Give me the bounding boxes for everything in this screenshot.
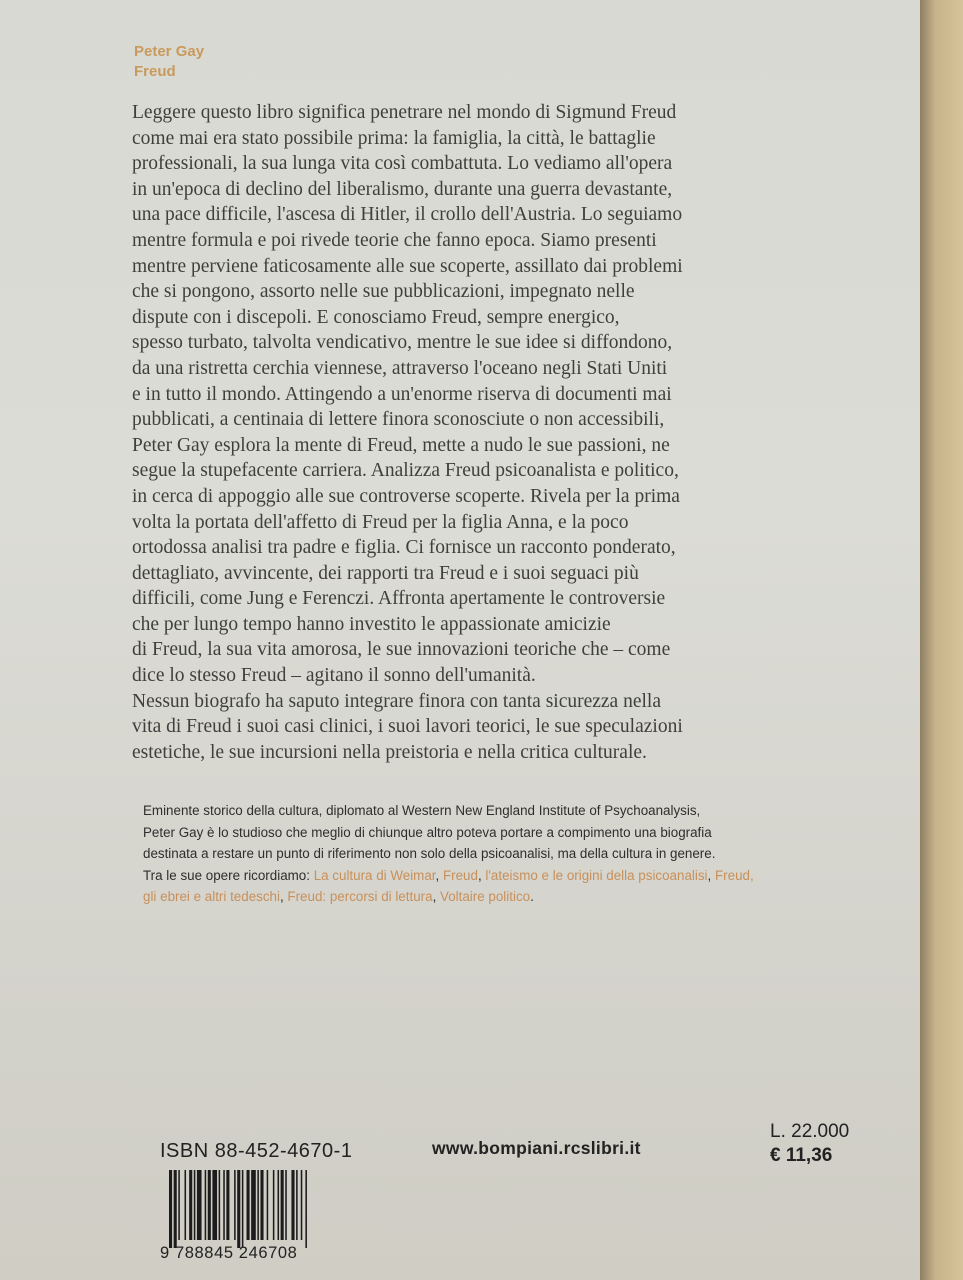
blurb-line: estetiche, le sue incursioni nella preistoria e nella critica culturale. — [132, 741, 647, 763]
blurb-line: dice lo stesso Freud – agitano il sonno dell'umanità. — [132, 665, 536, 687]
barcode-bar — [219, 1170, 221, 1240]
barcode-bar — [285, 1170, 287, 1240]
bio-line: destinata a restare un punto di riferimento non solo della psicoanalisi, ma della cultura in genere. — [143, 846, 716, 861]
blurb-line: dettagliato, avvincente, dei rapporti tra Freud e i suoi seguaci più — [132, 562, 639, 584]
blurb-line: una pace difficile, l'ascesa di Hitler, il crollo dell'Austria. Lo seguiamo — [132, 204, 683, 226]
blurb-text — [132, 100, 877, 765]
barcode-bar — [226, 1170, 229, 1240]
author-header — [134, 42, 204, 82]
price-block — [770, 1120, 849, 1168]
barcode-bar — [169, 1170, 172, 1248]
separator: , — [279, 889, 288, 904]
barcode-bar — [189, 1170, 192, 1240]
period: . — [530, 889, 534, 904]
ean-number: 9 788845 246708 — [160, 1244, 298, 1262]
blurb-line: Leggere questo libro significa penetrare nel mondo di Sigmund Freud — [132, 102, 677, 123]
blurb-line: in un'epoca di declino del liberalismo, durante una guerra devastante, — [132, 178, 673, 200]
blurb-line: che si pongono, assorto nelle sue pubblicazioni, impegnato nelle — [132, 281, 635, 303]
barcode-bar — [197, 1170, 202, 1240]
blurb-line: spesso turbato, talvolta vendicativo, mentre le sue idee si diffondono, — [132, 332, 673, 354]
work-title: l'ateismo e le origini della psicoanalisi — [485, 867, 708, 883]
barcode-bar — [267, 1170, 269, 1240]
blurb-line: difficili, come Jung e Ferenczi. Affronta apertamente le controversie — [132, 588, 666, 610]
blurb-line: dispute con i discepoli. E conosciamo Freud, sempre energico, — [132, 306, 620, 328]
blurb-line: Peter Gay esplora la mente di Freud, mette a nudo le sue passioni, ne — [132, 434, 670, 456]
blurb-line: Nessun biografo ha saputo integrare finora con tanta sicurezza nella — [132, 690, 661, 712]
barcode-bar — [208, 1170, 211, 1240]
blurb-line: mentre formula e poi rivede teorie che fanno epoca. Siamo presenti — [132, 229, 657, 251]
blurb-line: da una ristretta cerchia viennese, attraverso l'oceano negli Stati Uniti — [132, 357, 668, 379]
blurb-line: volta la portata dell'affetto di Freud per la figlia Anna, e la poco — [132, 511, 629, 533]
bio-works-line — [143, 886, 883, 908]
barcode — [168, 1170, 363, 1248]
barcode-bar — [260, 1170, 263, 1240]
work-title: gli ebrei e altri tedeschi — [143, 889, 280, 904]
work-title: Voltaire politico — [440, 889, 531, 904]
blurb-line: in cerca di appoggio alle sue controverse scoperte. Rivela per la prima — [132, 485, 680, 507]
book-title: Freud — [134, 63, 176, 80]
barcode-bar — [281, 1170, 284, 1240]
book-page-edge — [920, 0, 963, 1280]
separator: , — [432, 889, 441, 904]
separator: , — [707, 867, 715, 883]
separator: , — [435, 867, 443, 883]
price-lire: L. 22.000 — [770, 1121, 850, 1142]
barcode-bar — [278, 1170, 280, 1240]
barcode-bar — [257, 1170, 259, 1240]
blurb-line: e in tutto il mondo. Attingendo a un'enorme riserva di documenti mai — [132, 383, 672, 405]
barcode-bar — [185, 1170, 187, 1240]
work-title: Freud: percorsi di lettura — [287, 889, 433, 904]
work-title: La cultura di Weimar — [313, 867, 436, 883]
barcode-bar — [305, 1170, 307, 1248]
price-euro: € 11,36 — [770, 1145, 833, 1166]
work-title: Freud — [442, 867, 478, 883]
barcode-bar — [194, 1170, 196, 1240]
author-bio — [143, 800, 883, 908]
blurb-line: ortodossa analisi tra padre e figlia. Ci fornisce un racconto ponderato, — [132, 537, 676, 559]
barcode-bar — [205, 1170, 207, 1240]
works-intro: Tra le sue opere ricordiamo: — [143, 867, 314, 883]
barcode-bar — [251, 1170, 256, 1240]
work-title: Freud, — [714, 867, 754, 883]
blurb-line: come mai era stato possibile prima: la famiglia, la città, le battaglie — [132, 127, 656, 149]
blurb-line: che per lungo tempo hanno investito le appassionate amicizie — [132, 613, 611, 635]
barcode-bar — [174, 1170, 177, 1248]
blurb-line: pubblicati, a centinaia di lettere finora sconosciute o non accessibili, — [132, 409, 665, 431]
isbn-label: ISBN 88-452-4670-1 — [160, 1140, 353, 1162]
barcode-bar — [301, 1170, 303, 1240]
separator: , — [477, 867, 486, 883]
publisher-website: www.bompiani.rcslibri.it — [432, 1138, 641, 1158]
blurb-line: vita di Freud i suoi casi clinici, i suoi lavori teorici, le sue speculazioni — [132, 716, 683, 738]
barcode-bar — [212, 1170, 217, 1240]
blurb-line: di Freud, la sua vita amorosa, le sue innovazioni teoriche che – come — [132, 639, 671, 661]
barcode-bar — [237, 1170, 240, 1248]
barcode-bar — [223, 1170, 225, 1240]
barcode-bar — [296, 1170, 298, 1240]
blurb-line: professionali, la sua lunga vita così combattuta. Lo vediamo all'opera — [132, 153, 673, 175]
bio-line: Peter Gay è lo studioso che meglio di chiunque altro poteva portare a compimento una biografia — [143, 824, 712, 840]
blurb-line: mentre perviene faticosamente alle sue scoperte, assillato dai problemi — [132, 255, 683, 277]
barcode-bar — [242, 1170, 244, 1248]
blurb-line: segue la stupefacente carriera. Analizza Freud psicoanalista e politico, — [132, 460, 679, 482]
author-name: Peter Gay — [134, 43, 205, 60]
barcode-bar — [247, 1170, 250, 1240]
bio-line: Eminente storico della cultura, diplomato al Western New England Institute of Psychoanalysis, — [143, 803, 701, 818]
barcode-bar — [178, 1170, 180, 1240]
barcode-bar — [291, 1170, 294, 1240]
barcode-bar — [234, 1170, 236, 1240]
barcode-bar — [273, 1170, 275, 1240]
bio-works-line — [143, 865, 883, 887]
